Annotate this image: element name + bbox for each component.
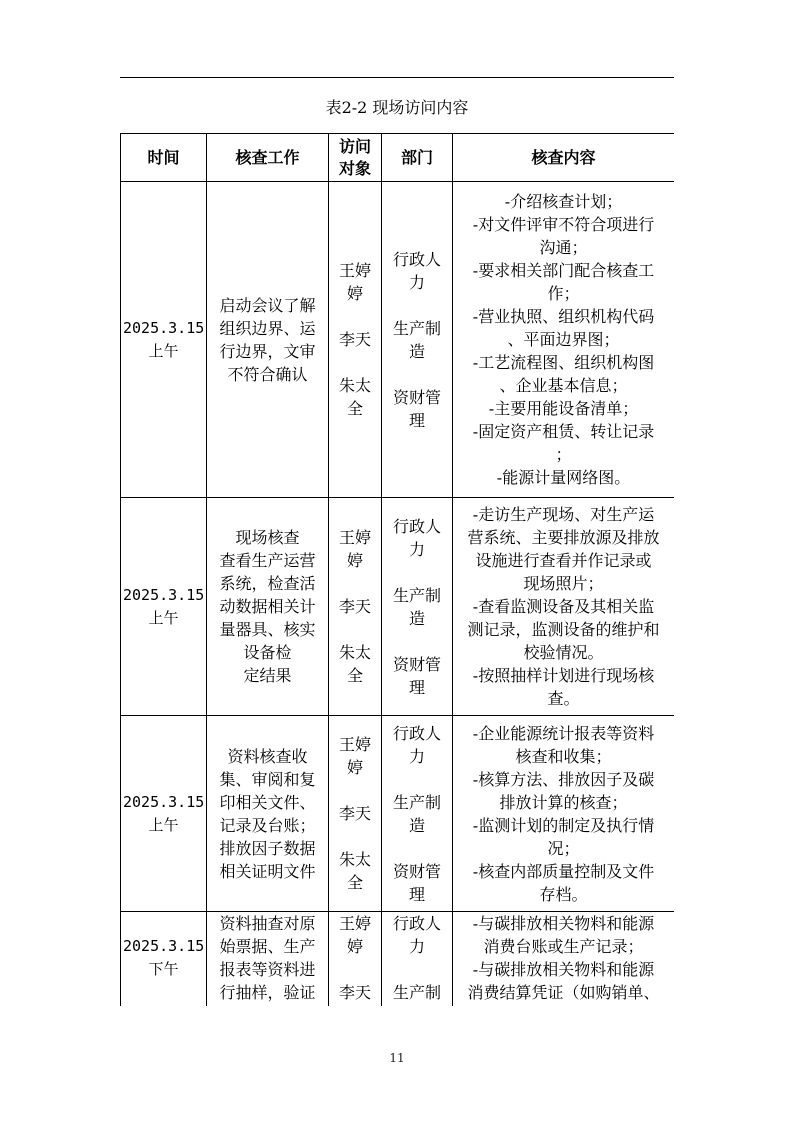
table-row [121, 498, 675, 716]
visitee-name-line: 婷 [346, 551, 363, 570]
content-line: 沟通； [539, 238, 588, 257]
dept-name-line: 生产制 [392, 983, 441, 1002]
work-cell [207, 912, 329, 1007]
dept-name-line: 资财管 [392, 654, 441, 674]
visitee-name-line: 朱太 [338, 376, 371, 395]
table-row [121, 912, 675, 1007]
work-line: 排放因子数据 [219, 838, 316, 858]
work-line: 启动会议了解 [219, 295, 316, 315]
content-cell [453, 498, 675, 716]
work-line: 动数据相关计 [219, 597, 316, 616]
content-line: -要求相关部门配合核查工 [472, 261, 655, 280]
visit-date: 2025.3.15 [123, 792, 205, 811]
visitee-name-line: 全 [346, 873, 363, 892]
content-line: 排放计算的核查； [499, 792, 628, 812]
dept-name-line: 造 [408, 608, 425, 628]
spacer [384, 294, 450, 317]
content-line: -核查内部质量控制及文件 [472, 861, 655, 881]
table-row [121, 716, 675, 912]
work-line: 组织边界、运 [219, 318, 316, 338]
content-line: -按照抽样计划进行现场核 [472, 666, 655, 685]
table-viewport [120, 133, 674, 1006]
work-line: 报表等资料进 [219, 960, 316, 979]
dept-name-line: 行政人 [392, 249, 441, 269]
dept-name-line: 资财管 [392, 387, 441, 407]
content-line: -主要用能设备清单； [488, 399, 639, 418]
spacer [331, 305, 379, 328]
visitee-name-line: 王婷 [338, 528, 371, 547]
visitee-name-line: 王婷 [338, 261, 371, 280]
visitee-cell [329, 716, 382, 912]
table-caption: 表2-2 现场访问内容 [325, 98, 469, 117]
visitee-cell [329, 498, 382, 716]
visitee-name-line: 李天 [338, 804, 371, 823]
dept-name-line: 力 [408, 539, 425, 559]
header-work: 核查工作 [207, 134, 329, 182]
dept-name-line: 力 [408, 746, 425, 766]
content-line: 营系统、主要排放源及排放 [467, 528, 660, 547]
content-line: 存档。 [539, 884, 588, 904]
content-line: 校验情况。 [523, 643, 604, 662]
content-line: -核算方法、排放因子及碳 [472, 769, 655, 789]
work-line: 资料抽查对原 [219, 914, 316, 933]
work-line: 记录及台账； [219, 815, 316, 835]
dept-name-line: 行政人 [392, 914, 441, 933]
work-line: 印相关文件、 [219, 792, 316, 812]
content-line: ； [555, 445, 572, 464]
visitee-name-line: 李天 [338, 983, 371, 1002]
visitee-cell [329, 912, 382, 1007]
visitee-name-line: 全 [346, 666, 363, 685]
content-line: -走访生产现场、对生产运 [472, 505, 655, 524]
spacer [331, 351, 379, 374]
header-content: 核查内容 [453, 134, 675, 182]
spacer [384, 363, 450, 386]
dept-name-line: 力 [408, 937, 425, 956]
work-cell [207, 498, 329, 716]
content-line: -能源计量网络图。 [496, 468, 631, 487]
content-cell [453, 716, 675, 912]
spacer [331, 572, 379, 595]
work-line: 相关证明文件 [219, 861, 316, 881]
dept-name-line: 行政人 [392, 723, 441, 743]
content-line: 、企业基本信息； [499, 376, 628, 395]
content-line: 设施进行查看并作记录或 [475, 551, 652, 570]
spacer [384, 958, 450, 981]
work-cell [207, 716, 329, 912]
spacer [331, 779, 379, 802]
content-line: 作； [547, 284, 580, 303]
work-line: 行边界，文审 [219, 341, 316, 361]
time-cell [121, 182, 207, 498]
content-line: 、平面边界图； [507, 330, 620, 349]
work-line: 查看生产运营 [219, 551, 316, 570]
work-line: 量器具、核实 [219, 620, 316, 639]
visitee-name-line: 婷 [346, 937, 363, 956]
content-line: -查看监测设备及其相关监 [472, 597, 655, 616]
spacer [384, 837, 450, 860]
dept-cell [382, 498, 453, 716]
dept-name-line: 理 [408, 410, 425, 430]
content-line: 消费台账或生产记录； [483, 937, 644, 956]
work-line: 设备检 [243, 643, 292, 662]
header-dept: 部门 [382, 134, 453, 182]
content-cell [453, 912, 675, 1007]
spacer [384, 630, 450, 653]
content-line: -固定资产租赁、转让记录 [472, 422, 655, 441]
dept-name-line: 理 [408, 677, 425, 697]
visitee-cell [329, 182, 382, 498]
visit-period: 上午 [148, 815, 179, 834]
work-line: 现场核查 [235, 528, 300, 547]
dept-cell [382, 716, 453, 912]
content-cell [453, 182, 675, 498]
dept-name-line: 生产制 [392, 318, 441, 338]
dept-name-line: 生产制 [392, 792, 441, 812]
time-cell [121, 912, 207, 1007]
visit-period: 上午 [148, 608, 179, 627]
page-number: 11 [389, 1051, 405, 1065]
visitee-name-line: 朱太 [338, 850, 371, 869]
spacer [331, 958, 379, 981]
spacer [331, 825, 379, 848]
content-line: -工艺流程图、组织机构图 [472, 353, 655, 372]
content-line: 测记录，监测设备的维护和 [467, 620, 660, 639]
site-visit-table [120, 133, 674, 1006]
content-line: -对文件评审不符合项进行 [472, 215, 655, 234]
visit-date: 2025.3.15 [123, 585, 205, 604]
dept-name-line: 力 [408, 272, 425, 292]
dept-cell [382, 912, 453, 1007]
visitee-name-line: 婷 [346, 284, 363, 303]
content-line: 查。 [547, 689, 580, 708]
visitee-name-line: 朱太 [338, 643, 371, 662]
dept-cell [382, 182, 453, 498]
spacer [384, 561, 450, 584]
visitee-name-line: 李天 [338, 597, 371, 616]
content-line: -监测计划的制定及执行情 [472, 815, 655, 835]
dept-name-line: 理 [408, 884, 425, 904]
visitee-name-line: 婷 [346, 758, 363, 777]
time-cell [121, 498, 207, 716]
header-visitee-line2: 对象 [338, 158, 371, 178]
work-line: 不符合确认 [227, 364, 308, 384]
visitee-name-line: 全 [346, 399, 363, 418]
header-time: 时间 [121, 134, 207, 182]
content-line: -营业执照、组织机构代码 [472, 307, 655, 326]
visit-date: 2025.3.15 [123, 318, 205, 337]
work-cell [207, 182, 329, 498]
visitee-name-line: 王婷 [338, 914, 371, 933]
content-line: 核查和收集； [515, 746, 612, 766]
work-line: 行抽样，验证 [219, 983, 316, 1002]
spacer [384, 768, 450, 791]
visit-period: 下午 [148, 960, 179, 978]
visit-period: 上午 [148, 341, 179, 360]
visit-date: 2025.3.15 [123, 937, 205, 955]
dept-name-line: 造 [408, 341, 425, 361]
content-line: -与碳排放相关物料和能源 [472, 914, 655, 933]
work-line: 定结果 [243, 666, 292, 685]
dept-name-line: 生产制 [392, 585, 441, 605]
header-visitee [329, 134, 382, 182]
spacer [331, 618, 379, 641]
table-row [121, 182, 675, 498]
work-line: 系统，检查活 [219, 574, 316, 593]
content-line: -介绍核查计划； [504, 192, 623, 211]
work-line: 资料核查收 [227, 746, 308, 766]
content-line: -与碳排放相关物料和能源 [472, 960, 655, 979]
header-visitee-line1: 访问 [338, 136, 371, 156]
content-line: 消费结算凭证（如购销单、 [467, 983, 660, 1002]
dept-name-line: 资财管 [392, 861, 441, 881]
visitee-name-line: 李天 [338, 330, 371, 349]
table-body [121, 182, 675, 1007]
visitee-name-line: 王婷 [338, 735, 371, 754]
content-line: 现场照片； [523, 574, 604, 593]
work-line: 集、审阅和复 [219, 769, 316, 789]
work-line: 始票据、生产 [219, 937, 316, 956]
content-line: -企业能源统计报表等资料 [472, 723, 655, 743]
dept-name-line: 行政人 [392, 516, 441, 536]
content-line: 况； [547, 838, 580, 858]
header-rule [120, 77, 674, 78]
time-cell [121, 716, 207, 912]
dept-name-line: 造 [408, 815, 425, 835]
